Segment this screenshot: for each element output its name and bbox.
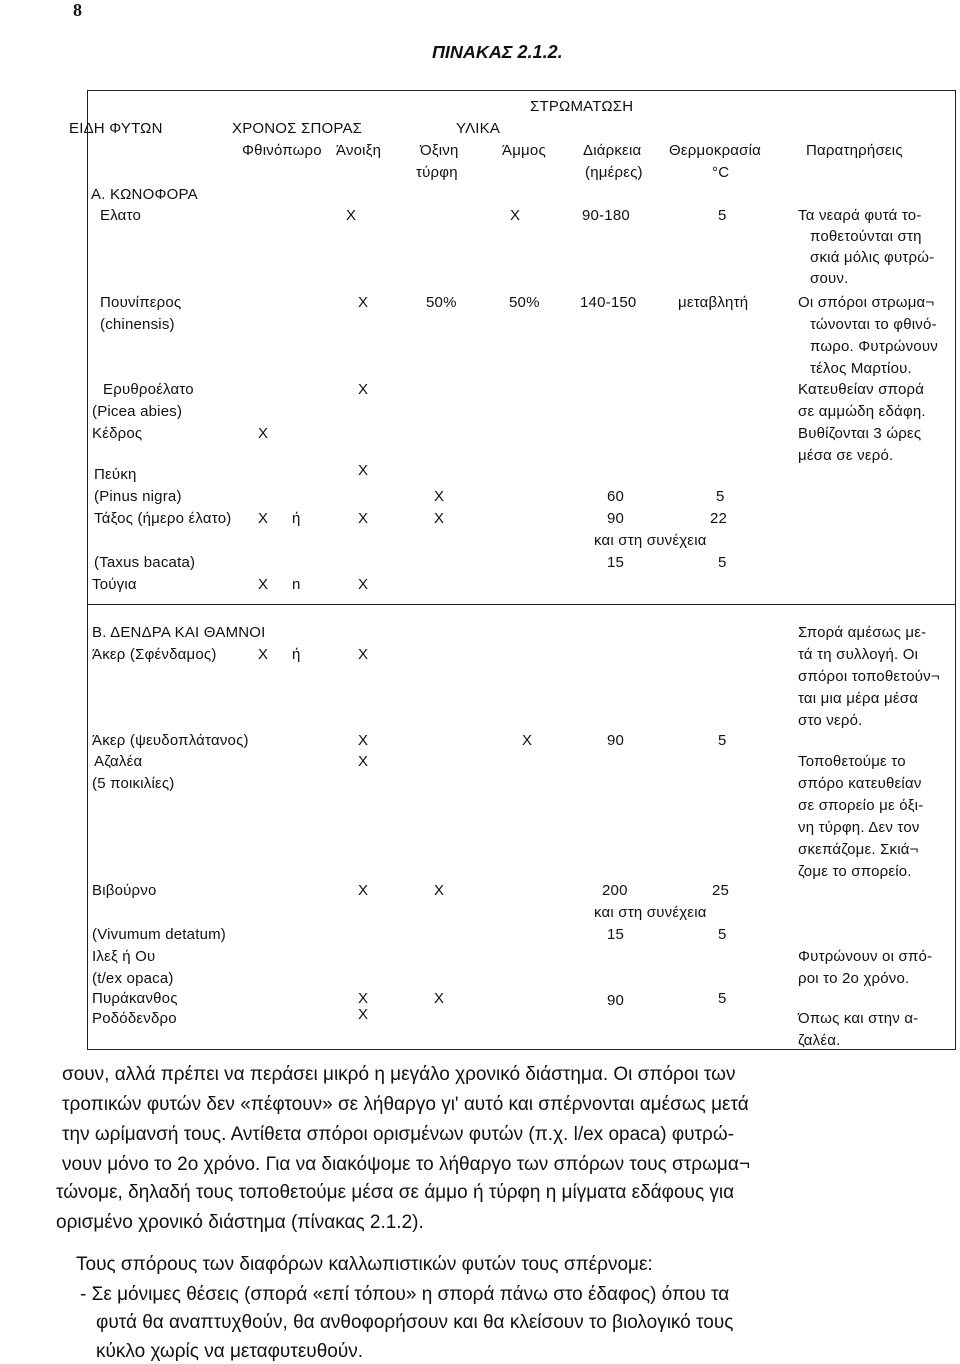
- plant-name: Άκερ (Σφένδαμος): [92, 646, 217, 663]
- note-line: σε σπορείο με όξι-: [798, 797, 924, 814]
- plant-latin-name: (Picea abies): [92, 403, 183, 420]
- table-title: ΠΙΝΑΚΑΣ 2.1.2.: [432, 42, 563, 62]
- header-anoixi: Άνοιξη: [336, 142, 382, 159]
- mark-anoixi: Χ: [358, 510, 369, 527]
- note-line: σουν.: [810, 270, 849, 287]
- mark-oxini: Χ: [434, 990, 445, 1007]
- mark-fthinoporo: Χ: [258, 576, 269, 593]
- note-line: μέσα σε νερό.: [798, 447, 894, 464]
- note-line: ροι το 2ο χρόνο.: [798, 970, 910, 987]
- header-thermokrasia: Θερμοκρασία: [669, 142, 762, 159]
- note-line: τά τη συλλογή. Οι: [798, 646, 919, 663]
- mark-anoixi: Χ: [358, 990, 369, 1007]
- header-xronos-sporas: ΧΡΟΝΟΣ ΣΠΟΡΑΣ: [232, 120, 363, 137]
- mark-anoixi: Χ: [358, 381, 369, 398]
- plant-latin-name: (Taxus bacata): [94, 554, 196, 571]
- plant-name: Πεύκη: [94, 466, 137, 483]
- temperature: 5: [718, 732, 727, 749]
- mark-anoixi: Χ: [358, 646, 369, 663]
- note-line: σπόροι τοποθετούν¬: [798, 668, 940, 685]
- paragraph-line: νουν μόνο το 2ο χρόνο. Για να διακόψομε το λήθαργο των σπόρων τους στρωμα¬: [62, 1154, 750, 1175]
- mark-anoixi: Χ: [358, 1006, 369, 1023]
- header-tyrfi: τύρφη: [416, 164, 458, 181]
- plant-latin-name: (t/ex opaca): [92, 970, 174, 987]
- paragraph-line: Τους σπόρους των διαφόρων καλλωπιστικών φυτών τους σπέρνομε:: [76, 1254, 653, 1275]
- plant-name: Κέδρος: [92, 425, 143, 442]
- plant-latin-name: (5 ποικιλίες): [92, 775, 175, 792]
- duration-2: 15: [607, 926, 625, 943]
- duration: 90: [607, 732, 625, 749]
- temperature-2: 5: [718, 554, 727, 571]
- note-line: πωρο. Φυτρώνουν: [810, 338, 938, 355]
- plant-name: Ιλεξ ή Ου: [92, 948, 156, 965]
- note-line: Τα νεαρά φυτά το-: [798, 207, 922, 224]
- note-line: ποθετούνται στη: [810, 228, 922, 245]
- mark-anoixi: Χ: [358, 294, 369, 311]
- temperature: 5: [716, 488, 725, 505]
- note-line: Τοποθετούμε το: [798, 753, 906, 770]
- note-line: στο νερό.: [798, 712, 863, 729]
- plant-name: Πυράκανθος: [92, 990, 178, 1007]
- mark-anoixi: Χ: [358, 753, 369, 770]
- temperature: 25: [712, 882, 730, 899]
- plant-latin-name: (chinensis): [100, 316, 175, 333]
- note-line: ζαλέα.: [798, 1032, 841, 1049]
- mark-fthinoporo: Χ: [258, 510, 269, 527]
- header-fthinoporo: Φθινόπωρο: [242, 142, 322, 159]
- header-oxini: Όξινη: [420, 142, 459, 159]
- duration: 90: [607, 992, 625, 1009]
- note-line: τώνονται το φθινό-: [810, 316, 937, 333]
- header-imeres: (ημέρες): [585, 164, 643, 181]
- continuation-text: και στη συνέχεια: [594, 532, 707, 549]
- duration-2: 15: [607, 554, 625, 571]
- header-paratiriseis: Παρατηρήσεις: [806, 142, 903, 159]
- mark-fthinoporo: Χ: [258, 425, 269, 442]
- mark-ammos: Χ: [522, 732, 533, 749]
- mark-anoixi: Χ: [358, 882, 369, 899]
- header-celsius: °C: [712, 164, 730, 181]
- mark-ammos: Χ: [510, 207, 521, 224]
- plant-name: Αζαλέα: [94, 753, 143, 770]
- plant-name: Τάξος (ήμερο έλατο): [94, 510, 232, 527]
- mark-anoixi: Χ: [346, 207, 357, 224]
- or-text: ή: [292, 646, 301, 663]
- mark-anoixi: Χ: [358, 732, 369, 749]
- duration: 60: [607, 488, 625, 505]
- note-line: Όπως και στην α-: [798, 1010, 919, 1027]
- note-line: ζομε το σπορείο.: [798, 863, 912, 880]
- note-line: νη τύρφη. Δεν τον: [798, 819, 920, 836]
- mark-anoixi: Χ: [358, 576, 369, 593]
- plant-name: Πουνίπερος: [100, 294, 182, 311]
- oxini-percent: 50%: [426, 294, 457, 311]
- plant-name: Τούγια: [92, 576, 137, 593]
- paragraph-line: σουν, αλλά πρέπει να περάσει μικρό η μεγάλο χρονικό διάστημα. Οι σπόροι των: [62, 1064, 736, 1085]
- paragraph-line: τροπικών φυτών δεν «πέφτουν» σε λήθαργο γι' αυτό και σπέρνονται αμέσως μετά: [62, 1094, 749, 1115]
- note-line: σκιά μόλις φυτρώ-: [810, 249, 935, 266]
- header-eidi-fyton: ΕΙΔΗ ΦΥΤΩΝ: [69, 120, 163, 137]
- mark-fthinoporo: Χ: [258, 646, 269, 663]
- duration: 90: [607, 510, 625, 527]
- header-stromatosi: ΣΤΡΩΜΑΤΩΣΗ: [530, 98, 634, 115]
- note-line: Κατευθείαν σπορά: [798, 381, 925, 398]
- plant-latin-name: (Vivumum detatum): [92, 926, 226, 943]
- paragraph-line: τώνομε, δηλαδή τους τοποθετούμε μέσα σε άμμο ή τύρφη η μίγματα εδάφους για: [56, 1182, 735, 1203]
- plant-name: Άκερ (ψευδοπλάτανος): [92, 732, 249, 749]
- temperature-2: 5: [718, 926, 727, 943]
- or-text: n: [292, 576, 301, 593]
- header-ammos: Άμμος: [502, 142, 546, 159]
- plant-latin-name: (Pinus nigra): [94, 488, 182, 505]
- plant-name: Ελατο: [100, 207, 142, 224]
- paragraph-line: κύκλο χωρίς να μεταφυτευθούν.: [96, 1341, 363, 1362]
- note-line: Βυθίζονται 3 ώρες: [798, 425, 922, 442]
- note-line: Σπορά αμέσως με-: [798, 624, 927, 641]
- note-line: σκεπάζομε. Σκιά¬: [798, 841, 919, 858]
- or-text: ή: [292, 510, 301, 527]
- ammos-percent: 50%: [509, 294, 540, 311]
- temperature: 5: [718, 207, 727, 224]
- duration: 90-180: [582, 207, 630, 224]
- header-ylika: ΥΛΙΚΑ: [456, 120, 501, 137]
- temperature: μεταβλητή: [678, 294, 749, 311]
- duration: 200: [602, 882, 628, 899]
- note-line: σπόρο κατευθείαν: [798, 775, 922, 792]
- note-line: Οι σπόροι στρωμα¬: [798, 294, 935, 311]
- paragraph-line: ορισμένο χρονικό διάστημα (πίνακας 2.1.2).: [56, 1212, 424, 1233]
- mark-oxini: Χ: [434, 488, 445, 505]
- paragraph-line: - Σε μόνιμες θέσεις (σπορά «επί τόπου» η σπορά πάνω στο έδαφος) όπου τα: [80, 1284, 730, 1305]
- temperature: 5: [718, 990, 727, 1007]
- plant-name: Βιβούρνο: [92, 882, 157, 899]
- section-a-title: Α. ΚΩΝΟΦΟΡΑ: [91, 186, 198, 203]
- paragraph-line: την ωρίμανσή τους. Αντίθετα σπόροι ορισμένων φυτών (π.χ. l/ex opaca) φυτρώ-: [62, 1124, 735, 1145]
- mark-anoixi: Χ: [358, 462, 369, 479]
- section-divider: [87, 604, 956, 605]
- temperature: 22: [710, 510, 728, 527]
- continuation-text: και στη συνέχεια: [594, 904, 707, 921]
- mark-oxini: Χ: [434, 510, 445, 527]
- mark-oxini: Χ: [434, 882, 445, 899]
- paragraph-line: φυτά θα αναπτυχθούν, θα ανθοφορήσουν και θα κλείσουν το βιολογικό τους: [96, 1312, 734, 1333]
- page-number: 8: [73, 0, 82, 20]
- duration: 140-150: [580, 294, 637, 311]
- plant-name: Ερυθροέλατο: [103, 381, 194, 398]
- note-line: τέλος Μαρτίου.: [810, 360, 912, 377]
- note-line: ται μια μέρα μέσα: [798, 690, 919, 707]
- header-diarkeia: Διάρκεια: [583, 142, 642, 159]
- note-line: σε αμμώδη εδάφη.: [798, 403, 926, 420]
- section-b-title: Β. ΔΕΝΔΡΑ ΚΑΙ ΘΑΜΝΟΙ: [92, 624, 266, 641]
- note-line: Φυτρώνουν οι σπό-: [798, 948, 933, 965]
- plant-name: Ροδόδενδρο: [92, 1010, 177, 1027]
